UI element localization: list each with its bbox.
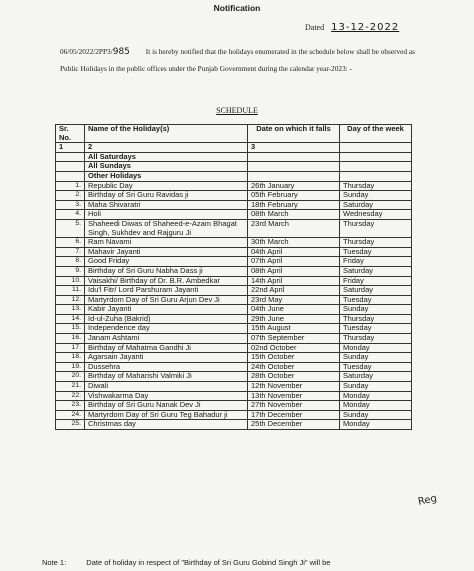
date-cell: 02nd October <box>248 343 340 353</box>
holiday-name-cell: Birthday of Sri Guru Ravidas ji <box>85 191 248 201</box>
date-cell: 15th October <box>248 353 340 363</box>
sr-no-cell: 23. <box>56 401 85 411</box>
sr-no-cell: 1. <box>56 181 85 191</box>
group-label: All Saturdays <box>85 152 248 162</box>
date-cell: 29th June <box>248 314 340 324</box>
day-cell: Tuesday <box>340 295 412 305</box>
header-day: Day of the week <box>340 125 412 143</box>
sr-no-cell: 12. <box>56 295 85 305</box>
holiday-name-cell: Birthday of Sri Guru Nanak Dev Ji <box>85 401 248 411</box>
day-cell: Saturday <box>340 372 412 382</box>
date-cell: 24th October <box>248 362 340 372</box>
sr-no-cell: 20. <box>56 372 85 382</box>
header-holiday-name: Name of the Holiday(s) <box>85 125 248 143</box>
index-cell-4 <box>340 143 412 153</box>
date-cell: 17th December <box>248 410 340 420</box>
holiday-name-cell: Independence day <box>85 324 248 334</box>
holiday-name-cell: Martyrdom Day of Sri Guru Teg Bahadur ji <box>85 410 248 420</box>
group-row <box>56 171 412 181</box>
sr-no-cell: 19. <box>56 362 85 372</box>
day-cell: Thursday <box>340 334 412 344</box>
dated-label: Dated <box>305 23 325 32</box>
holiday-name-cell: Good Friday <box>85 257 248 267</box>
date-cell: 13th November <box>248 391 340 401</box>
day-cell: Saturday <box>340 286 412 296</box>
date-cell: 30th March <box>248 238 340 248</box>
sr-no-cell: 14. <box>56 314 85 324</box>
group-label: All Sundays <box>85 162 248 172</box>
date-cell: 08th March <box>248 210 340 220</box>
date-cell: 26th January <box>248 181 340 191</box>
holiday-name-cell: Vaisakhi/ Birthday of Dr. B.R. Ambedkar <box>85 276 248 286</box>
day-cell: Thursday <box>340 219 412 237</box>
index-cell-1: 1 <box>56 143 85 153</box>
holiday-name-cell: Maha Shivaratri <box>85 200 248 210</box>
sr-no-cell: 4. <box>56 210 85 220</box>
table-row <box>56 420 412 430</box>
sr-no-cell: 2. <box>56 191 85 201</box>
table-row <box>56 334 412 344</box>
table-row <box>56 257 412 267</box>
date-cell: 07th April <box>248 257 340 267</box>
date-cell: 04th June <box>248 305 340 315</box>
date-cell: 18th February <box>248 200 340 210</box>
date-cell: 14th April <box>248 276 340 286</box>
date-cell: 12th November <box>248 382 340 392</box>
holiday-name-cell: Birthday of Maharishi Valmiki Ji <box>85 372 248 382</box>
holiday-name-cell: Ram Navami <box>85 238 248 248</box>
day-cell: Sunday <box>340 410 412 420</box>
header-date: Date on which it falls <box>248 125 340 143</box>
date-cell: 22nd April <box>248 286 340 296</box>
day-cell: Saturday <box>340 266 412 276</box>
sr-no-cell: 17. <box>56 343 85 353</box>
table-row <box>56 382 412 392</box>
date-cell: 07th September <box>248 334 340 344</box>
day-cell: Tuesday <box>340 362 412 372</box>
day-cell: Tuesday <box>340 247 412 257</box>
index-cell-2: 2 <box>85 143 248 153</box>
group-label: Other Holidays <box>85 171 248 181</box>
day-cell: Saturday <box>340 200 412 210</box>
sr-no-cell: 21. <box>56 382 85 392</box>
sr-no-cell: 24. <box>56 410 85 420</box>
day-cell: Sunday <box>340 191 412 201</box>
date-cell: 08th April <box>248 266 340 276</box>
date-cell: 23rd March <box>248 219 340 237</box>
holiday-name-cell: Janam Ashtami <box>85 334 248 344</box>
notice-paragraph <box>60 44 415 76</box>
header-sr-no: Sr. No. <box>56 125 85 143</box>
sr-no-cell: 16. <box>56 334 85 344</box>
holiday-name-cell: Birthday of Mahatma Gandhi Ji <box>85 343 248 353</box>
sr-no-cell: 5. <box>56 219 85 237</box>
sr-no-cell: 7. <box>56 247 85 257</box>
date-cell: 05th February <box>248 191 340 201</box>
holiday-name-cell: Birthday of Sri Guru Nabha Dass ji <box>85 266 248 276</box>
sr-no-cell: 25. <box>56 420 85 430</box>
holiday-name-cell: Christmas day <box>85 420 248 430</box>
date-cell: 15th August <box>248 324 340 334</box>
reference-number: 06/05/2022/2PP3/ <box>60 47 113 56</box>
sr-no-cell: 11. <box>56 286 85 296</box>
table-row <box>56 401 412 411</box>
sr-no-cell: 9. <box>56 266 85 276</box>
holiday-name-cell: Kabir Jayanti <box>85 305 248 315</box>
day-cell: Tuesday <box>340 324 412 334</box>
sr-no-cell: 8. <box>56 257 85 267</box>
note-line <box>42 558 330 567</box>
day-cell: Sunday <box>340 305 412 315</box>
sr-no-cell: 15. <box>56 324 85 334</box>
holiday-name-cell: Dussehra <box>85 362 248 372</box>
date-cell: 23rd May <box>248 295 340 305</box>
date-cell: 25th December <box>248 420 340 430</box>
table-row <box>56 219 412 237</box>
table-row <box>56 238 412 248</box>
table-row <box>56 305 412 315</box>
sr-no-cell: 6. <box>56 238 85 248</box>
date-cell: 27th November <box>248 401 340 411</box>
day-cell: Sunday <box>340 353 412 363</box>
day-cell: Monday <box>340 401 412 411</box>
notification-title: Notification <box>213 3 261 13</box>
day-cell: Thursday <box>340 181 412 191</box>
holiday-name-cell: Republic Day <box>85 181 248 191</box>
dated-line <box>305 22 399 33</box>
day-cell: Monday <box>340 343 412 353</box>
date-cell: 28th October <box>248 372 340 382</box>
holiday-name-cell: Idu'l Fitr/ Lord Parshuram Jayanti <box>85 286 248 296</box>
holiday-name-cell: Id-ul-Zuha (Bakrid) <box>85 314 248 324</box>
notice-text: It is hereby notified that the holidays enumerated in the schedule below shall be observed as Public Holidays in the public offices under the Punjab Government during the calendar year-2023: - <box>60 47 415 73</box>
sr-no-cell: 10. <box>56 276 85 286</box>
holiday-name-cell: Martyrdom Day of Sri Guru Arjun Dev Ji <box>85 295 248 305</box>
holiday-name-cell: Agarsain Jayanti <box>85 353 248 363</box>
day-cell: Monday <box>340 420 412 430</box>
table-row <box>56 286 412 296</box>
day-cell: Friday <box>340 276 412 286</box>
day-cell: Thursday <box>340 238 412 248</box>
sr-no-cell: 13. <box>56 305 85 315</box>
day-cell: Thursday <box>340 314 412 324</box>
day-cell: Monday <box>340 391 412 401</box>
day-cell: Friday <box>340 257 412 267</box>
table-row <box>56 191 412 201</box>
holiday-name-cell: Mahavir Jayanti <box>85 247 248 257</box>
index-cell-3: 3 <box>248 143 340 153</box>
note-text: Date of holiday in respect of "Birthday of Sri Guru Gobind Singh Ji" will be <box>86 558 331 567</box>
holiday-name-cell: Diwali <box>85 382 248 392</box>
table-row <box>56 266 412 276</box>
sr-no-cell: 22. <box>56 391 85 401</box>
reference-handwritten: 985 <box>112 47 130 57</box>
holiday-name-cell: Shaheedi Diwas of Shaheed-e-Azam Bhagat Singh, Sukhdev and Rajguru Ji <box>85 219 248 237</box>
day-cell: Sunday <box>340 382 412 392</box>
sr-no-cell: 18. <box>56 353 85 363</box>
margin-signature: Reg <box>417 493 438 508</box>
table-row <box>56 210 412 220</box>
holiday-table <box>55 124 412 430</box>
date-cell: 04th April <box>248 247 340 257</box>
note-label: Note 1: <box>42 558 67 567</box>
day-cell: Wednesday <box>340 210 412 220</box>
table-row <box>56 353 412 363</box>
schedule-heading: SCHEDULE <box>216 106 258 115</box>
table-header-row <box>56 125 412 143</box>
sr-no-cell: 3. <box>56 200 85 210</box>
holiday-name-cell: Vishwakarma Day <box>85 391 248 401</box>
holiday-name-cell: Holi <box>85 210 248 220</box>
dated-value: 13-12-2022 <box>331 22 400 33</box>
table-index-row <box>56 143 412 153</box>
